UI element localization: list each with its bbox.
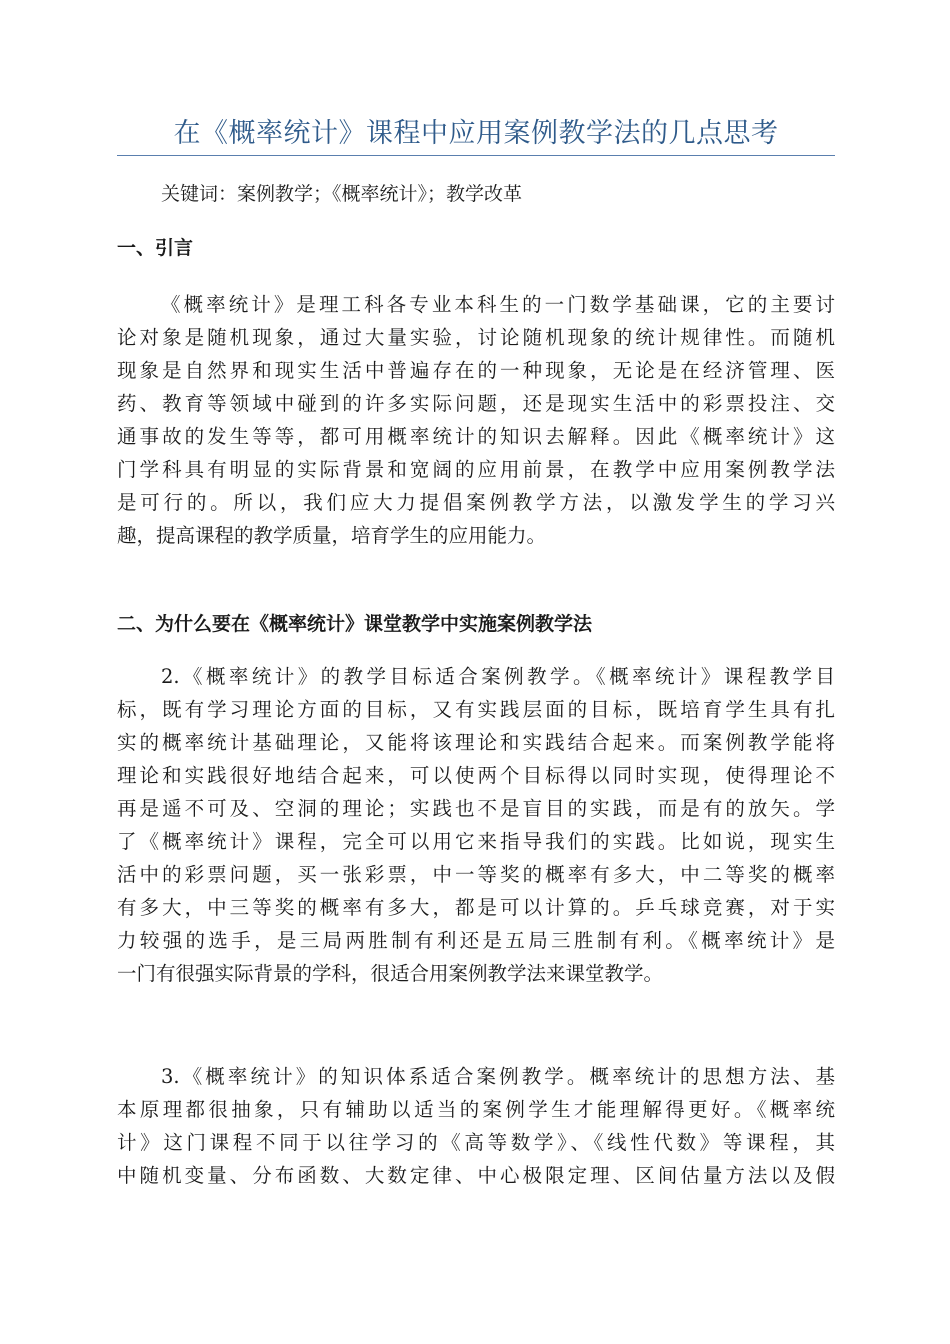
section-heading-introduction: 一、引言 (117, 237, 194, 259)
paragraph-line: 现象是自然界和现实生活中普遍存在的一种现象，无论是在经济管理、医 (117, 359, 835, 382)
keywords-line: 关键词：案例教学；《概率统计》；教学改革 (161, 183, 523, 205)
paragraph-line: 一门有很强实际背景的学科，很适合用案例教学法来课堂教学。 (117, 962, 664, 985)
paragraph-line: 理论和实践很好地结合起来，可以使两个目标得以同时实现，使得理论不 (117, 764, 835, 787)
paragraph-line: 门学科具有明显的实际背景和宽阔的应用前景，在教学中应用案例教学法 (117, 458, 835, 481)
paragraph-line: 再是遥不可及、空洞的理论；实践也不是盲目的实践，而是有的放矢。学 (117, 797, 835, 820)
paragraph-line: 了《概率统计》课程，完全可以用它来指导我们的实践。比如说，现实生 (117, 830, 835, 853)
title-underline (117, 155, 835, 156)
paragraph-line: 是可行的。所以，我们应大力提倡案例教学方法，以激发学生的学习兴 (117, 491, 835, 514)
paragraph-line: 趣，提高课程的教学质量，培育学生的应用能力。 (117, 524, 547, 547)
section-heading-why-case-teaching: 二、为什么要在《概率统计》课堂教学中实施案例教学法 (117, 613, 593, 635)
paragraph-line: 药、教育等领域中碰到的许多实际问题，还是现实生活中的彩票投注、交 (117, 392, 835, 415)
paragraph-line: 本原理都很抽象，只有辅助以适当的案例学生才能理解得更好。《概率统 (117, 1098, 835, 1121)
paragraph-line: 论对象是随机现象，通过大量实验，讨论随机现象的统计规律性。而随机 (117, 326, 835, 349)
paragraph-line: 计》这门课程不同于以往学习的《高等数学》、《线性代数》等课程，其 (117, 1131, 835, 1154)
paragraph-line: 《概率统计》是理工科各专业本科生的一门数学基础课，它的主要讨 (161, 293, 835, 316)
paragraph-knowledge-system (117, 1060, 835, 1192)
paragraph-line: 实的概率统计基础理论，又能将该理论和实践结合起来。而案例教学能将 (117, 731, 835, 754)
paragraph-teaching-goals (117, 660, 835, 990)
paragraph-line: 通事故的发生等等，都可用概率统计的知识去解释。因此《概率统计》这 (117, 425, 835, 448)
paragraph-line: 标，既有学习理论方面的目标，又有实践层面的目标，既培育学生具有扎 (117, 698, 835, 721)
paragraph-line: 中随机变量、分布函数、大数定律、中心极限定理、区间估量方法以及假 (117, 1164, 835, 1187)
paragraph-line: 力较强的选手，是三局两胜制有利还是五局三胜制有利。《概率统计》是 (117, 929, 835, 952)
paragraph-line: 活中的彩票问题，买一张彩票，中一等奖的概率有多大，中二等奖的概率 (117, 863, 835, 886)
document-title: 在《概率统计》课程中应用案例教学法的几点思考 (173, 118, 779, 149)
paragraph-line: 有多大，中三等奖的概率有多大，都是可以计算的。乒乓球竞赛，对于实 (117, 896, 835, 919)
paragraph-line: 3.《概率统计》的知识体系适合案例教学。概率统计的思想方法、基 (161, 1065, 835, 1088)
paragraph-introduction (117, 288, 835, 552)
paragraph-line: 2.《概率统计》的教学目标适合案例教学。《概率统计》课程教学目 (161, 665, 835, 688)
